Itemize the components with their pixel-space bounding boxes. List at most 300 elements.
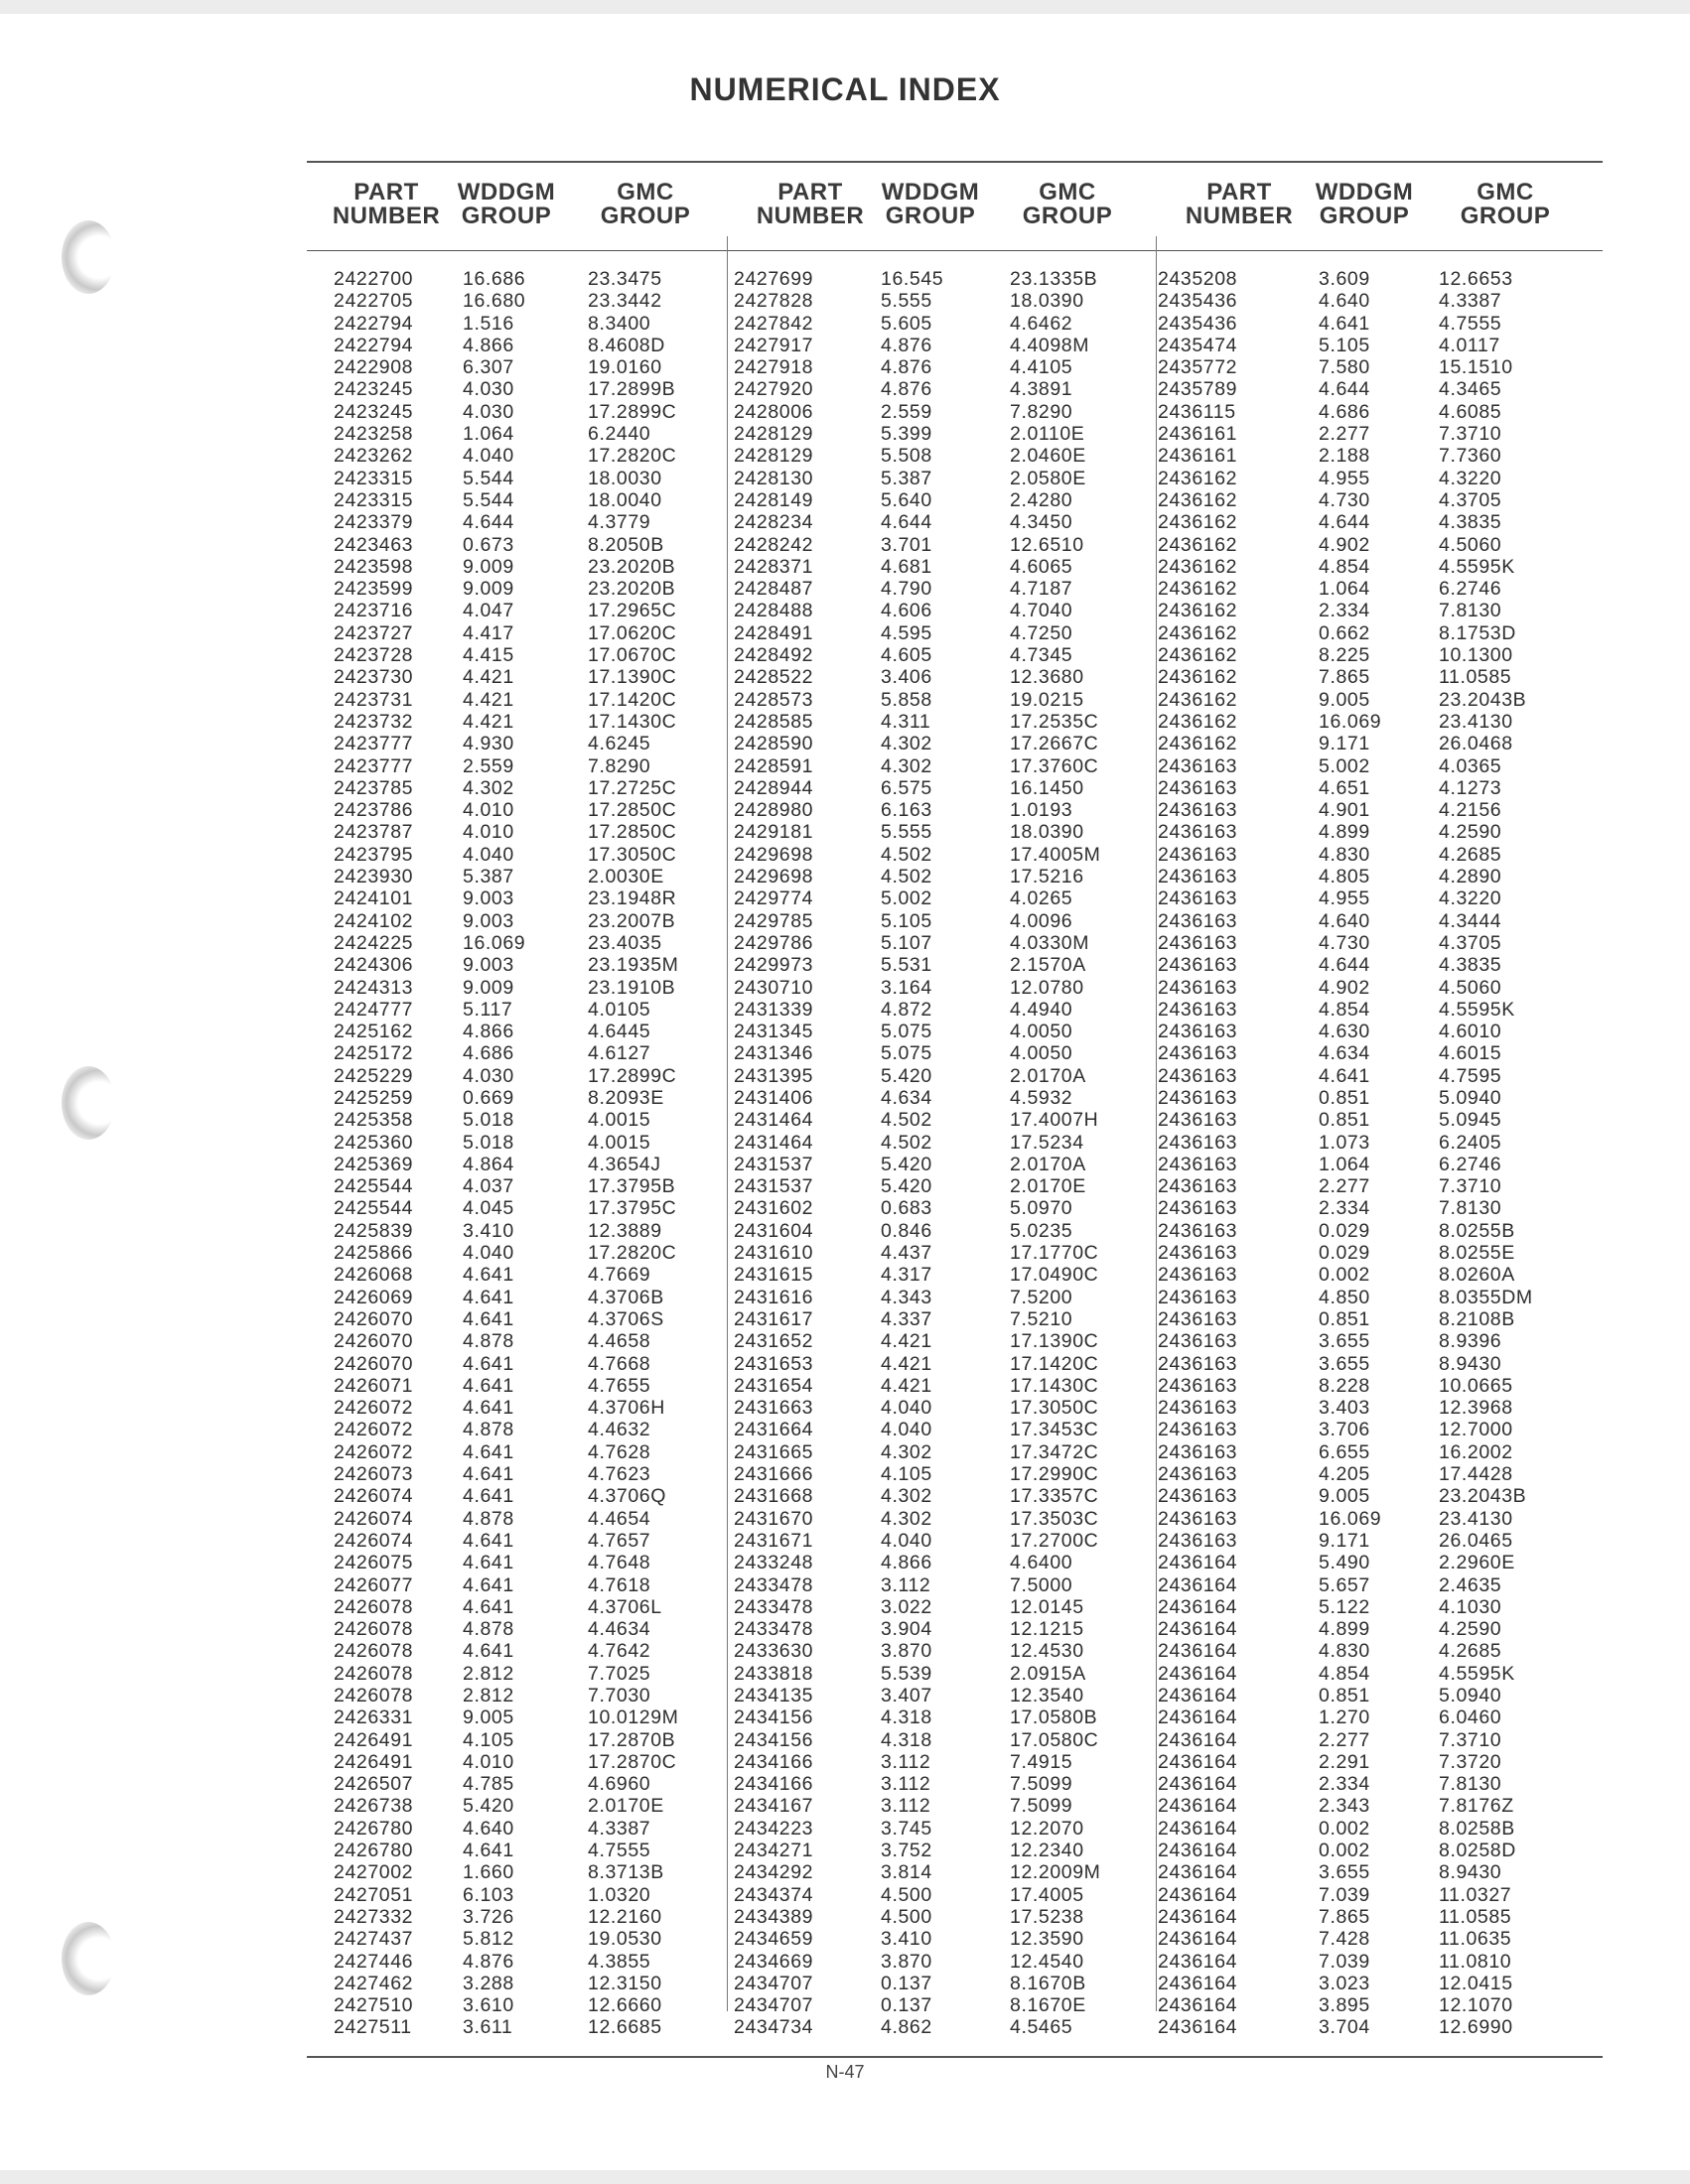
table-cell: 12.2160 [588, 1905, 662, 1928]
table-cell: 9.009 [463, 555, 514, 578]
table-cell: 2433630 [734, 1640, 814, 1663]
table-cell: 2431670 [734, 1507, 814, 1530]
table-cell: 2431537 [734, 1153, 814, 1175]
table-cell: 2426491 [334, 1728, 414, 1751]
table-cell: 4.902 [1319, 533, 1370, 556]
table-cell: 2.2960E [1439, 1552, 1515, 1574]
table-cell: 2.0170E [588, 1795, 664, 1818]
table-cell: 17.3357C [1010, 1485, 1099, 1508]
table-cell: 5.858 [881, 688, 932, 711]
table-cell: 4.641 [463, 1640, 514, 1663]
table-cell: 0.851 [1319, 1685, 1370, 1706]
table-cell: 2436162 [1158, 578, 1238, 601]
table-cell: 3.403 [1319, 1397, 1370, 1420]
table-cell: 2.188 [1319, 445, 1370, 468]
table-cell: 5.605 [881, 312, 932, 335]
header-gmc-group-1 [556, 181, 735, 228]
table-cell: 12.3889 [588, 1219, 662, 1242]
table-cell: 4.641 [463, 1573, 514, 1596]
table-cell: 3.655 [1319, 1330, 1370, 1353]
table-cell: 5.399 [881, 423, 932, 446]
table-cell: 2425358 [334, 1109, 414, 1132]
header-line2: NUMBER [756, 203, 865, 229]
table-cell: 17.0670C [588, 644, 677, 667]
table-cell: 4.4634 [588, 1618, 651, 1641]
table-cell: 3.704 [1319, 2016, 1370, 2039]
table-cell: 5.002 [881, 887, 932, 910]
table-cell: 4.634 [881, 1086, 932, 1109]
table-cell: 5.640 [881, 488, 932, 511]
table-cell: 11.0327 [1439, 1883, 1512, 1906]
table-cell: 9.005 [463, 1706, 514, 1729]
table-cell: 6.2746 [1439, 578, 1502, 601]
table-cell: 18.0390 [1010, 290, 1084, 313]
table-cell: 4.6445 [588, 1021, 651, 1043]
gmc-group-column-3 [1439, 268, 1533, 2039]
table-cell: 4.854 [1319, 555, 1370, 578]
table-cell: 2429698 [734, 866, 814, 888]
header-line2: GROUP [600, 203, 691, 229]
table-cell: 2426078 [334, 1595, 414, 1618]
table-cell: 0.673 [463, 533, 514, 556]
table-cell: 2423258 [334, 423, 414, 446]
table-cell: 12.2009M [1010, 1861, 1101, 1884]
table-cell: 4.6245 [588, 733, 651, 755]
table-cell: 2426070 [334, 1330, 414, 1353]
table-cell: 4.337 [881, 1307, 932, 1330]
table-cell: 23.2043B [1439, 688, 1527, 711]
table-cell: 1.0193 [1010, 799, 1073, 822]
table-cell: 23.1910B [588, 976, 676, 999]
table-cell: 12.2070 [1010, 1817, 1084, 1840]
table-cell: 2428149 [734, 488, 814, 511]
table-cell: 2427920 [734, 378, 814, 401]
table-cell: 2425544 [334, 1197, 414, 1220]
table-cell: 17.2899B [588, 378, 676, 401]
table-cell: 2431346 [734, 1042, 814, 1065]
table-cell: 2434166 [734, 1773, 814, 1796]
table-cell: 4.6462 [1010, 312, 1073, 335]
table-cell: 4.876 [463, 1950, 514, 1973]
table-cell: 5.420 [463, 1795, 514, 1818]
table-cell: 19.0215 [1010, 688, 1084, 711]
table-cell: 4.3654J [588, 1153, 661, 1175]
table-cell: 8.0258D [1439, 1840, 1516, 1862]
table-cell: 2427510 [334, 1994, 414, 2017]
table-cell: 8.0255B [1439, 1219, 1515, 1242]
table-cell: 2422700 [334, 268, 414, 290]
table-cell: 3.752 [881, 1840, 932, 1862]
table-cell: 4.640 [1319, 909, 1370, 932]
table-cell: 4.3706B [588, 1286, 664, 1308]
table-cell: 2436163 [1158, 1153, 1238, 1175]
table-cell: 7.039 [1319, 1883, 1370, 1906]
table-cell: 3.870 [881, 1950, 932, 1973]
table-cell: 2428371 [734, 555, 814, 578]
table-cell: 2436163 [1158, 1042, 1238, 1065]
header-gmc-group-3 [1416, 181, 1595, 228]
table-cell: 2436162 [1158, 511, 1238, 534]
table-cell: 2427511 [334, 2016, 412, 2039]
table-cell: 1.270 [1319, 1706, 1370, 1729]
table-cell: 2426077 [334, 1573, 414, 1596]
table-cell: 0.846 [881, 1219, 932, 1242]
table-cell: 2433478 [734, 1618, 814, 1641]
table-cell: 3.112 [881, 1750, 931, 1773]
table-cell: 8.1753D [1439, 621, 1516, 644]
table-cell: 4.5060 [1439, 976, 1502, 999]
table-cell: 12.2340 [1010, 1840, 1084, 1862]
table-cell: 2434374 [734, 1883, 814, 1906]
table-cell: 4.1030 [1439, 1595, 1502, 1618]
table-cell: 3.745 [881, 1817, 932, 1840]
table-cell: 4.644 [1319, 511, 1370, 534]
table-cell: 8.228 [1319, 1374, 1370, 1397]
table-cell: 12.3540 [1010, 1685, 1084, 1706]
table-cell: 2.277 [1319, 1175, 1370, 1198]
table-cell: 17.2535C [1010, 710, 1099, 733]
table-cell: 4.3706S [588, 1307, 664, 1330]
table-cell: 4.641 [463, 1552, 514, 1574]
table-cell: 2435436 [1158, 312, 1238, 335]
table-cell: 12.6685 [588, 2016, 662, 2039]
table-cell: 4.6400 [1010, 1552, 1073, 1574]
table-cell: 0.662 [1319, 621, 1370, 644]
table-cell: 2428980 [734, 799, 814, 822]
table-cell: 4.3220 [1439, 467, 1502, 489]
table-cell: 1.073 [1319, 1131, 1370, 1154]
table-cell: 1.064 [1319, 1153, 1370, 1175]
table-cell: 4.3835 [1439, 511, 1502, 534]
table-cell: 2428129 [734, 445, 814, 468]
table-cell: 4.421 [881, 1352, 932, 1375]
table-cell: 2423315 [334, 488, 414, 511]
table-cell: 7.8290 [1010, 400, 1073, 423]
table-cell: 1.0320 [588, 1883, 651, 1906]
table-cell: 9.171 [1319, 1529, 1370, 1552]
table-cell: 2424313 [334, 976, 414, 999]
table-cell: 2425369 [334, 1153, 414, 1175]
table-cell: 4.641 [463, 1595, 514, 1618]
table-cell: 2436163 [1158, 1463, 1238, 1486]
table-cell: 5.420 [881, 1175, 932, 1198]
table-cell: 17.3050C [588, 843, 677, 866]
table-cell: 12.4530 [1010, 1640, 1084, 1663]
table-cell: 4.040 [463, 1242, 514, 1265]
table-cell: 4.866 [463, 334, 514, 356]
table-cell: 2423786 [334, 799, 414, 822]
table-cell: 4.302 [881, 1485, 932, 1508]
table-cell: 3.726 [463, 1905, 514, 1928]
table-cell: 12.1070 [1439, 1994, 1513, 2017]
table-cell: 4.0117 [1439, 334, 1500, 356]
table-cell: 2434389 [734, 1905, 814, 1928]
table-cell: 4.641 [463, 1485, 514, 1508]
table-cell: 2423732 [334, 710, 414, 733]
table-cell: 11.0810 [1439, 1950, 1512, 1973]
table-cell: 19.0530 [588, 1928, 662, 1951]
table-cell: 4.651 [1319, 776, 1370, 799]
table-cell: 0.851 [1319, 1109, 1370, 1132]
table-cell: 4.955 [1319, 467, 1370, 489]
table-cell: 17.2990C [1010, 1463, 1099, 1486]
table-cell: 2431616 [734, 1286, 814, 1308]
table-cell: 2431339 [734, 998, 814, 1021]
part-number-column-2 [734, 268, 813, 2039]
table-cell: 4.641 [463, 1264, 514, 1287]
table-cell: 2.334 [1319, 600, 1370, 622]
table-cell: 10.0129M [588, 1706, 679, 1729]
table-cell: 4.4632 [588, 1419, 651, 1441]
table-cell: 4.644 [463, 511, 514, 534]
table-cell: 16.2002 [1439, 1440, 1513, 1463]
table-cell: 4.641 [463, 1463, 514, 1486]
table-cell: 17.1430C [588, 710, 677, 733]
table-cell: 4.502 [881, 866, 932, 888]
table-cell: 2435772 [1158, 356, 1238, 379]
table-cell: 2426075 [334, 1552, 414, 1574]
table-cell: 4.5465 [1010, 2016, 1073, 2039]
table-cell: 4.7555 [588, 1840, 651, 1862]
table-cell: 4.899 [1319, 1618, 1370, 1641]
table-cell: 4.3891 [1010, 378, 1073, 401]
table-cell: 2.277 [1319, 423, 1370, 446]
table-cell: 2436162 [1158, 600, 1238, 622]
table-cell: 2423379 [334, 511, 414, 534]
table-cell: 2431652 [734, 1330, 814, 1353]
table-cell: 4.5932 [1010, 1086, 1073, 1109]
table-cell: 2436163 [1158, 1175, 1238, 1198]
table-cell: 2434292 [734, 1861, 814, 1884]
table-cell: 2425866 [334, 1242, 414, 1265]
table-cell: 2.812 [463, 1662, 514, 1685]
table-cell: 4.878 [463, 1618, 514, 1641]
table-cell: 5.0970 [1010, 1197, 1073, 1220]
table-cell: 4.2685 [1439, 843, 1502, 866]
table-cell: 10.0665 [1439, 1374, 1513, 1397]
table-cell: 4.7555 [1439, 312, 1502, 335]
table-cell: 2426780 [334, 1817, 414, 1840]
table-cell: 2425259 [334, 1086, 414, 1109]
table-cell: 12.6990 [1439, 2016, 1513, 2039]
table-cell: 17.0580C [1010, 1728, 1099, 1751]
table-cell: 6.655 [1319, 1440, 1370, 1463]
table-cell: 2436163 [1158, 1307, 1238, 1330]
table-cell: 2427699 [734, 268, 814, 290]
table-cell: 4.040 [881, 1529, 932, 1552]
table-cell: 2428487 [734, 578, 814, 601]
table-cell: 17.5234 [1010, 1131, 1084, 1154]
table-cell: 4.5060 [1439, 533, 1502, 556]
table-cell: 9.003 [463, 909, 514, 932]
table-cell: 17.3795C [588, 1197, 677, 1220]
table-cell: 2423262 [334, 445, 414, 468]
table-cell: 23.4130 [1439, 1507, 1513, 1530]
table-cell: 0.137 [881, 1972, 932, 1994]
table-cell: 4.6010 [1439, 1021, 1502, 1043]
table-cell: 9.171 [1319, 733, 1370, 755]
table-cell: 2428944 [734, 776, 814, 799]
table-cell: 23.2043B [1439, 1485, 1527, 1508]
table-cell: 2436164 [1158, 1618, 1238, 1641]
table-cell: 12.0780 [1010, 976, 1084, 999]
table-cell: 17.3503C [1010, 1507, 1099, 1530]
table-cell: 2426078 [334, 1662, 414, 1685]
table-cell: 2429785 [734, 909, 814, 932]
table-cell: 23.1948R [588, 887, 677, 910]
binder-hole-middle [62, 1066, 115, 1140]
table-cell: 2436164 [1158, 1795, 1238, 1818]
table-cell: 23.2020B [588, 578, 676, 601]
table-cell: 4.630 [1319, 1021, 1370, 1043]
table-cell: 2426078 [334, 1685, 414, 1706]
table-cell: 2429786 [734, 931, 814, 954]
table-cell: 2425172 [334, 1042, 414, 1065]
table-cell: 7.428 [1319, 1928, 1370, 1951]
table-cell: 4.790 [881, 578, 932, 601]
table-cell: 4.105 [881, 1463, 932, 1486]
table-cell: 5.0945 [1439, 1109, 1502, 1132]
table-cell: 2.0170A [1010, 1064, 1086, 1087]
table-cell: 2436163 [1158, 799, 1238, 822]
table-cell: 4.040 [463, 445, 514, 468]
table-cell: 2426074 [334, 1529, 414, 1552]
table-cell: 2.334 [1319, 1773, 1370, 1796]
table-cell: 4.605 [881, 644, 932, 667]
table-cell: 5.107 [881, 931, 932, 954]
table-cell: 4.3835 [1439, 954, 1502, 977]
table-cell: 2428590 [734, 733, 814, 755]
table-cell: 2434734 [734, 2016, 814, 2039]
table-cell: 2436163 [1158, 954, 1238, 977]
table-cell: 2434135 [734, 1685, 814, 1706]
table-cell: 7.8290 [588, 754, 651, 777]
table-cell: 0.851 [1319, 1086, 1370, 1109]
table-cell: 3.609 [1319, 268, 1370, 290]
table-cell: 4.037 [463, 1175, 514, 1198]
gmc-group-column-1 [588, 268, 679, 2039]
page-title: NUMERICAL INDEX [689, 71, 1001, 107]
table-cell: 2436162 [1158, 688, 1238, 711]
table-cell: 4.030 [463, 378, 514, 401]
table-cell: 7.039 [1319, 1950, 1370, 1973]
table-cell: 2424101 [334, 887, 414, 910]
table-cell: 17.2870B [588, 1728, 676, 1751]
table-cell: 2426074 [334, 1485, 414, 1508]
table-cell: 23.4035 [588, 931, 662, 954]
table-cell: 4.641 [463, 1374, 514, 1397]
table-cell: 2425229 [334, 1064, 414, 1087]
table-cell: 2436163 [1158, 1374, 1238, 1397]
table-cell: 4.421 [463, 710, 514, 733]
table-cell: 7.8130 [1439, 1773, 1502, 1796]
table-cell: 4.730 [1319, 931, 1370, 954]
table-cell: 4.7628 [588, 1440, 651, 1463]
table-cell: 5.539 [881, 1662, 932, 1685]
part-number-column-1 [334, 268, 413, 2039]
table-cell: 9.005 [1319, 1485, 1370, 1508]
table-cell: 8.2108B [1439, 1307, 1515, 1330]
table-cell: 3.288 [463, 1972, 514, 1994]
table-cell: 2.0580E [1010, 467, 1086, 489]
table-cell: 4.205 [1319, 1463, 1370, 1486]
table-cell: 4.7642 [588, 1640, 651, 1663]
table-cell: 2436164 [1158, 1972, 1238, 1994]
table-cell: 2423315 [334, 467, 414, 489]
table-cell: 3.112 [881, 1773, 931, 1796]
table-cell: 2426507 [334, 1773, 414, 1796]
table-cell: 2436163 [1158, 1507, 1238, 1530]
table-cell: 2436164 [1158, 1928, 1238, 1951]
table-cell: 2436164 [1158, 1817, 1238, 1840]
table-cell: 16.069 [1319, 1507, 1382, 1530]
table-cell: 16.686 [463, 268, 526, 290]
table-cell: 5.531 [881, 954, 932, 977]
table-cell: 23.3475 [588, 268, 662, 290]
table-cell: 4.862 [881, 2016, 932, 2039]
table-cell: 3.610 [463, 1994, 514, 2017]
table-cell: 18.0390 [1010, 821, 1084, 844]
table-cell: 17.1420C [1010, 1352, 1099, 1375]
table-cell: 6.2746 [1439, 1153, 1502, 1175]
table-cell: 2436163 [1158, 754, 1238, 777]
table-cell: 4.902 [1319, 976, 1370, 999]
table-cell: 12.7000 [1439, 1419, 1513, 1441]
table-cell: 4.421 [881, 1330, 932, 1353]
table-cell: 0.683 [881, 1197, 932, 1220]
table-cell: 4.7668 [588, 1352, 651, 1375]
table-cell: 2433478 [734, 1573, 814, 1596]
table-cell: 4.1273 [1439, 776, 1502, 799]
table-cell: 4.4940 [1010, 998, 1073, 1021]
table-cell: 2436164 [1158, 2016, 1238, 2039]
table-cell: 8.2093E [588, 1086, 664, 1109]
table-cell: 17.2899C [588, 400, 677, 423]
table-cell: 2436162 [1158, 621, 1238, 644]
table-cell: 4.040 [881, 1419, 932, 1441]
table-cell: 2426071 [334, 1374, 414, 1397]
table-cell: 2436162 [1158, 467, 1238, 489]
table-cell: 2.0030E [588, 866, 664, 888]
table-cell: 4.5595K [1439, 998, 1515, 1021]
table-cell: 19.0160 [588, 356, 662, 379]
table-cell: 2.812 [463, 1685, 514, 1706]
table-cell: 0.029 [1319, 1219, 1370, 1242]
table-cell: 5.555 [881, 821, 932, 844]
table-cell: 10.1300 [1439, 644, 1513, 667]
table-cell: 2423777 [334, 733, 414, 755]
table-cell: 4.641 [1319, 312, 1370, 335]
table-cell: 5.555 [881, 290, 932, 313]
table-cell: 4.640 [463, 1817, 514, 1840]
table-cell: 8.0258B [1439, 1817, 1515, 1840]
table-cell: 3.112 [881, 1573, 931, 1596]
table-cell: 4.500 [881, 1905, 932, 1928]
table-cell: 2435208 [1158, 268, 1238, 290]
table-cell: 4.7187 [1010, 578, 1073, 601]
table-cell: 2423727 [334, 621, 414, 644]
table-cell: 5.0235 [1010, 1219, 1073, 1242]
table-cell: 3.655 [1319, 1861, 1370, 1884]
table-cell: 9.003 [463, 887, 514, 910]
table-cell: 2436162 [1158, 644, 1238, 667]
table-cell: 4.686 [463, 1042, 514, 1065]
table-cell: 2436163 [1158, 1397, 1238, 1420]
table-cell: 2428522 [734, 666, 814, 689]
table-cell: 2.0170E [1010, 1175, 1086, 1198]
table-cell: 2435436 [1158, 290, 1238, 313]
table-cell: 7.8176Z [1439, 1795, 1514, 1818]
